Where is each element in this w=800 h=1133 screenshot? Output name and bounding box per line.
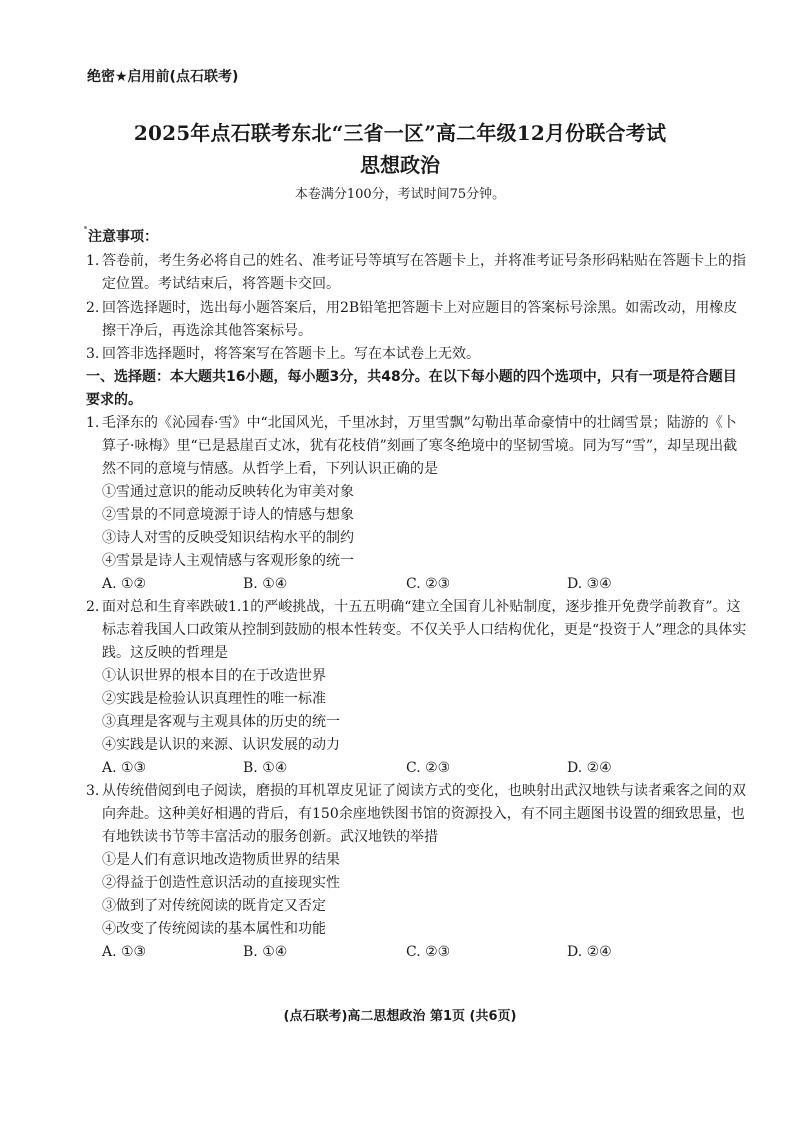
question-stem: 毛泽东的《沁园春·雪》中“北国风光，千里冰封，万里雪飘”勾勒出革命豪情中的壮阔雪景；陆游的《卜算子·咏梅》里“已是悬崖百丈冰，犹有花枝俏”刻画了寒冬绝境中的坚韧雪境。同为写“雪”，却呈现出截然不同的意境与情感。从哲学上看，下列认识正确的是 xyxy=(102,415,738,477)
note-number: 1. xyxy=(86,253,100,269)
note-item xyxy=(86,297,748,343)
note-text: 回答选择题时，选出每小题答案后，用2B铅笔把答题卡上对应题目的答案标号涂黑。如需改动，用橡皮擦干净后，再选涂其他答案标号。 xyxy=(102,300,738,339)
option-c: C. ②③ xyxy=(406,944,451,960)
statement: ④雪景是诗人主观情感与客观形象的统一 xyxy=(102,553,354,569)
option-b: B. ①④ xyxy=(243,944,288,960)
statement: ③真理是客观与主观具体的历史的统一 xyxy=(102,714,340,730)
note-item xyxy=(86,343,748,366)
statement: ③诗人对雪的反映受知识结构水平的制约 xyxy=(102,530,354,546)
confidential-label: 绝密★启用前(点石联考) xyxy=(87,69,239,85)
question-stem: 面对总和生育率跌破1.1的严峻挑战，十五五明确“建立全国育儿补贴制度，逐步推开免费学前教育”。这标志着我国人口政策从控制到鼓励的根本性转变。不仅关乎人口结构优化，更是“投资于人”理念的具体实践。这反映的哲理是 xyxy=(102,599,747,661)
question-stem: 从传统借阅到电子阅读，磨损的耳机罩皮见证了阅读方式的变化，也映射出武汉地铁与读者乘客之间的双向奔赴。这种美好相遇的背后，有150余座地铁图书馆的资源投入，有不同主题图书设置的细致思量，也有地铁读书节等丰富活动的服务创新。武汉地铁的举措 xyxy=(102,783,746,845)
option-a: A. ①③ xyxy=(102,760,147,776)
note-text: 答卷前，考生务必将自己的姓名、准考证号等填写在答题卡上，并将准考证号条形码粘贴在答题卡上的指定位置。考试结束后，将答题卡交回。 xyxy=(102,253,746,292)
page-footer: (点石联考)高二思想政治 第1页 (共6页) xyxy=(283,1009,517,1024)
question xyxy=(86,596,750,665)
statement: ②实践是检验认识真理性的唯一标准 xyxy=(102,691,326,707)
option-c: C. ②③ xyxy=(406,760,451,776)
exam-title: 2025年点石联考东北“三省一区”高二年级12月份联合考试 xyxy=(133,121,667,145)
statement: ②雪景的不同意境源于诗人的情感与想象 xyxy=(102,507,354,523)
option-d: D. ②④ xyxy=(567,760,612,776)
question-number: 3. xyxy=(86,783,100,799)
option-a: A. ①② xyxy=(102,576,147,592)
statement: ①雪通过意识的能动反映转化为审美对象 xyxy=(102,484,354,500)
statement: ④实践是认识的来源、认识发展的动力 xyxy=(102,737,340,753)
option-b: B. ①④ xyxy=(243,760,288,776)
question xyxy=(86,780,750,849)
note-number: 2. xyxy=(86,300,100,316)
note-number: 3. xyxy=(86,346,100,362)
option-a: A. ①③ xyxy=(102,944,147,960)
scan-speck xyxy=(84,226,87,229)
question-number: 2. xyxy=(86,599,100,615)
option-d: D. ②④ xyxy=(567,944,612,960)
question-number: 1. xyxy=(86,415,100,431)
statement: ④改变了传统阅读的基本属性和功能 xyxy=(102,921,326,937)
note-item xyxy=(86,250,748,296)
section-heading xyxy=(86,366,750,412)
exam-meta: 本卷满分100分，考试时间75分钟。 xyxy=(294,187,506,202)
option-c: C. ②③ xyxy=(406,576,451,592)
statement: ①是人们有意识地改造物质世界的结果 xyxy=(102,852,340,868)
section-heading-text: 一、选择题：本大题共16小题，每小题3分，共48分。在以下每小题的四个选项中，只有一项是符合题目要求的。 xyxy=(86,369,737,408)
option-d: D. ③④ xyxy=(567,576,612,592)
notes-heading: 注意事项： xyxy=(88,229,158,245)
option-b: B. ①④ xyxy=(243,576,288,592)
statement: ①认识世界的根本目的在于改造世界 xyxy=(102,668,326,684)
question xyxy=(86,412,750,481)
statement: ②得益于创造性意识活动的直接现实性 xyxy=(102,875,340,891)
statement: ③做到了对传统阅读的既肯定又否定 xyxy=(102,898,326,914)
note-text: 回答非选择题时，将答案写在答题卡上。写在本试卷上无效。 xyxy=(102,346,480,362)
subject-title: 思想政治 xyxy=(360,153,440,177)
